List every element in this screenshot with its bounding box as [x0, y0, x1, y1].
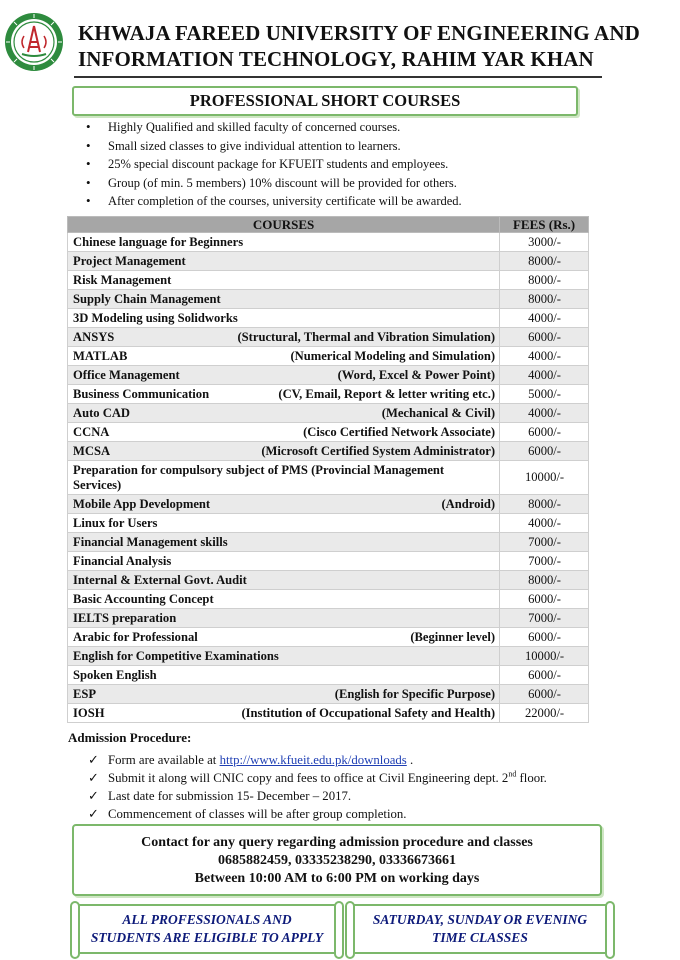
table-row [68, 442, 589, 461]
fee-cell: 6000/- [500, 442, 589, 461]
course-cell [68, 404, 500, 423]
feature-item: • Group (of min. 5 members) 10% discount will be provided for others. [86, 174, 646, 193]
table-row [68, 271, 589, 290]
eligibility-scroll [75, 904, 339, 954]
schedule-scroll [350, 904, 610, 954]
course-cell [68, 514, 500, 533]
checkmark-icon: ✓ [88, 771, 99, 785]
course-name: Spoken English [73, 667, 157, 682]
university-title-line1: KHWAJA FAREED UNIVERSITY OF ENGINEERING AND [78, 21, 640, 45]
course-cell [68, 347, 500, 366]
course-name: Auto CAD [73, 405, 131, 420]
fee-cell: 8000/- [500, 571, 589, 590]
course-cell [68, 290, 500, 309]
course-name: IOSH [73, 705, 105, 720]
fee-cell: 4000/- [500, 366, 589, 385]
fee-cell: 8000/- [500, 495, 589, 514]
course-name: CCNA [73, 424, 110, 439]
fee-cell: 5000/- [500, 385, 589, 404]
fee-cell: 7000/- [500, 609, 589, 628]
course-name: Mobile App Development [73, 496, 211, 511]
fee-cell: 4000/- [500, 309, 589, 328]
table-row [68, 404, 589, 423]
step-text: Last date for submission 15- December – 2017. [108, 789, 352, 803]
course-cell [68, 590, 500, 609]
fee-cell: 6000/- [500, 590, 589, 609]
course-detail: (Beginner level) [410, 629, 496, 644]
course-name: Office Management [73, 367, 180, 382]
course-detail: (CV, Email, Report & letter writing etc.) [278, 386, 496, 401]
course-cell [68, 271, 500, 290]
university-logo [4, 12, 64, 72]
contact-hours: Between 10:00 AM to 6:00 PM on working days [194, 871, 480, 886]
course-name: Arabic for Professional [73, 629, 198, 644]
course-name: MCSA [73, 443, 111, 458]
table-row [68, 666, 589, 685]
table-row [68, 685, 589, 704]
course-cell [68, 533, 500, 552]
fee-cell: 7000/- [500, 533, 589, 552]
step-text: . [406, 753, 414, 767]
fee-cell: 6000/- [500, 628, 589, 647]
course-cell [68, 647, 500, 666]
course-name: Chinese language for Beginners [73, 234, 244, 249]
course-name: MATLAB [73, 348, 128, 363]
course-name: Preparation for compulsory subject of PMS (Provincial Management Services) [73, 462, 445, 492]
fee-cell: 3000/- [500, 233, 589, 252]
fee-cell: 6000/- [500, 685, 589, 704]
feature-item: • After completion of the courses, university certificate will be awarded. [86, 192, 646, 211]
eligibility-line: STUDENTS ARE ELIGIBLE TO APPLY [90, 930, 324, 945]
course-name: 3D Modeling using Solidworks [73, 310, 238, 325]
course-name: Financial Management skills [73, 534, 228, 549]
course-name: ESP [73, 686, 97, 701]
course-cell [68, 461, 500, 495]
eligibility-line: ALL PROFESSIONALS AND [122, 912, 292, 927]
table-row [68, 423, 589, 442]
course-detail: (Word, Excel & Power Point) [337, 367, 496, 382]
features-list [86, 118, 646, 211]
feature-item: • Small sized classes to give individual attention to learners. [86, 137, 646, 156]
table-header-row [68, 217, 589, 233]
courses-table [67, 216, 589, 723]
course-cell [68, 495, 500, 514]
feature-item: • 25% special discount package for KFUEIT students and employees. [86, 155, 646, 174]
fee-cell: 10000/- [500, 647, 589, 666]
table-row [68, 495, 589, 514]
course-detail: (Institution of Occupational Safety and Health) [241, 705, 496, 720]
course-cell [68, 385, 500, 404]
table-row [68, 628, 589, 647]
course-name: Project Management [73, 253, 186, 268]
admission-step [88, 769, 668, 787]
course-cell [68, 704, 500, 723]
fee-cell: 4000/- [500, 514, 589, 533]
course-cell [68, 328, 500, 347]
course-name: ANSYS [73, 329, 115, 344]
schedule-line: TIME CLASSES [432, 930, 528, 945]
table-row [68, 704, 589, 723]
fee-cell: 6000/- [500, 328, 589, 347]
course-name: Financial Analysis [73, 553, 172, 568]
course-name: Risk Management [73, 272, 172, 287]
course-cell [68, 309, 500, 328]
course-detail: (Android) [441, 496, 496, 511]
checkmark-icon: ✓ [88, 789, 99, 803]
course-detail: (English for Specific Purpose) [334, 686, 496, 701]
course-detail: (Structural, Thermal and Vibration Simulation) [237, 329, 496, 344]
table-row [68, 609, 589, 628]
table-row [68, 385, 589, 404]
feature-item: • Highly Qualified and skilled faculty of concerned courses. [86, 118, 646, 137]
table-row [68, 290, 589, 309]
course-cell [68, 252, 500, 271]
checkmark-icon: ✓ [88, 807, 99, 821]
course-detail: (Cisco Certified Network Associate) [303, 424, 496, 439]
admission-step [88, 751, 668, 769]
course-name: Internal & External Govt. Audit [73, 572, 247, 587]
fee-cell: 6000/- [500, 423, 589, 442]
table-row [68, 233, 589, 252]
downloads-link[interactable]: http://www.kfueit.edu.pk/downloads [219, 753, 407, 767]
fee-cell: 7000/- [500, 552, 589, 571]
table-row [68, 461, 589, 495]
fee-cell: 22000/- [500, 704, 589, 723]
course-cell [68, 666, 500, 685]
table-row [68, 328, 589, 347]
admission-title: Admission Procedure: [68, 730, 192, 745]
university-title-line2: INFORMATION TECHNOLOGY, RAHIM YAR KHAN [78, 47, 594, 71]
step-text: floor. [516, 771, 547, 785]
course-name: Linux for Users [73, 515, 158, 530]
courses-banner: PROFESSIONAL SHORT COURSES [72, 86, 578, 116]
table-row [68, 366, 589, 385]
course-name: Business Communication [73, 386, 210, 401]
fee-cell: 10000/- [500, 461, 589, 495]
schedule-line: SATURDAY, SUNDAY OR EVENING [372, 912, 588, 927]
courses-column-header: COURSES [68, 217, 500, 233]
table-row [68, 590, 589, 609]
fee-cell: 8000/- [500, 271, 589, 290]
course-cell [68, 628, 500, 647]
table-row [68, 571, 589, 590]
course-cell [68, 552, 500, 571]
university-title [78, 20, 678, 72]
checkmark-icon: ✓ [88, 753, 99, 767]
course-detail: (Numerical Modeling and Simulation) [290, 348, 496, 363]
course-detail: (Microsoft Certified System Administrator) [261, 443, 496, 458]
title-underline [74, 76, 602, 78]
fee-cell: 4000/- [500, 347, 589, 366]
admission-steps [88, 751, 668, 823]
table-row [68, 347, 589, 366]
course-cell [68, 571, 500, 590]
course-cell [68, 609, 500, 628]
course-name: Supply Chain Management [73, 291, 221, 306]
admission-step [88, 805, 668, 823]
table-row [68, 552, 589, 571]
contact-box [72, 824, 602, 896]
course-name: Basic Accounting Concept [73, 591, 214, 606]
course-name: English for Competitive Examinations [73, 648, 279, 663]
table-row [68, 514, 589, 533]
ordinal-suffix: nd [508, 769, 517, 779]
step-text: Commencement of classes will be after group completion. [108, 807, 407, 821]
fees-column-header: FEES (Rs.) [500, 217, 589, 233]
fee-cell: 6000/- [500, 666, 589, 685]
course-cell [68, 423, 500, 442]
fee-cell: 8000/- [500, 290, 589, 309]
step-text: Form are available at [108, 753, 220, 767]
course-detail: (Mechanical & Civil) [381, 405, 496, 420]
table-row [68, 309, 589, 328]
fee-cell: 4000/- [500, 404, 589, 423]
step-text: Submit it along will CNIC copy and fees to office at Civil Engineering dept. 2 [108, 771, 509, 785]
course-cell [68, 685, 500, 704]
contact-phone-numbers: 0685882459, 03335238290, 03336673661 [218, 853, 456, 868]
table-row [68, 533, 589, 552]
table-row [68, 647, 589, 666]
course-cell [68, 233, 500, 252]
fee-cell: 8000/- [500, 252, 589, 271]
contact-line: Contact for any query regarding admission procedure and classes [141, 835, 533, 850]
course-name: IELTS preparation [73, 610, 177, 625]
course-cell [68, 366, 500, 385]
course-cell [68, 442, 500, 461]
table-row [68, 252, 589, 271]
admission-step [88, 787, 668, 805]
